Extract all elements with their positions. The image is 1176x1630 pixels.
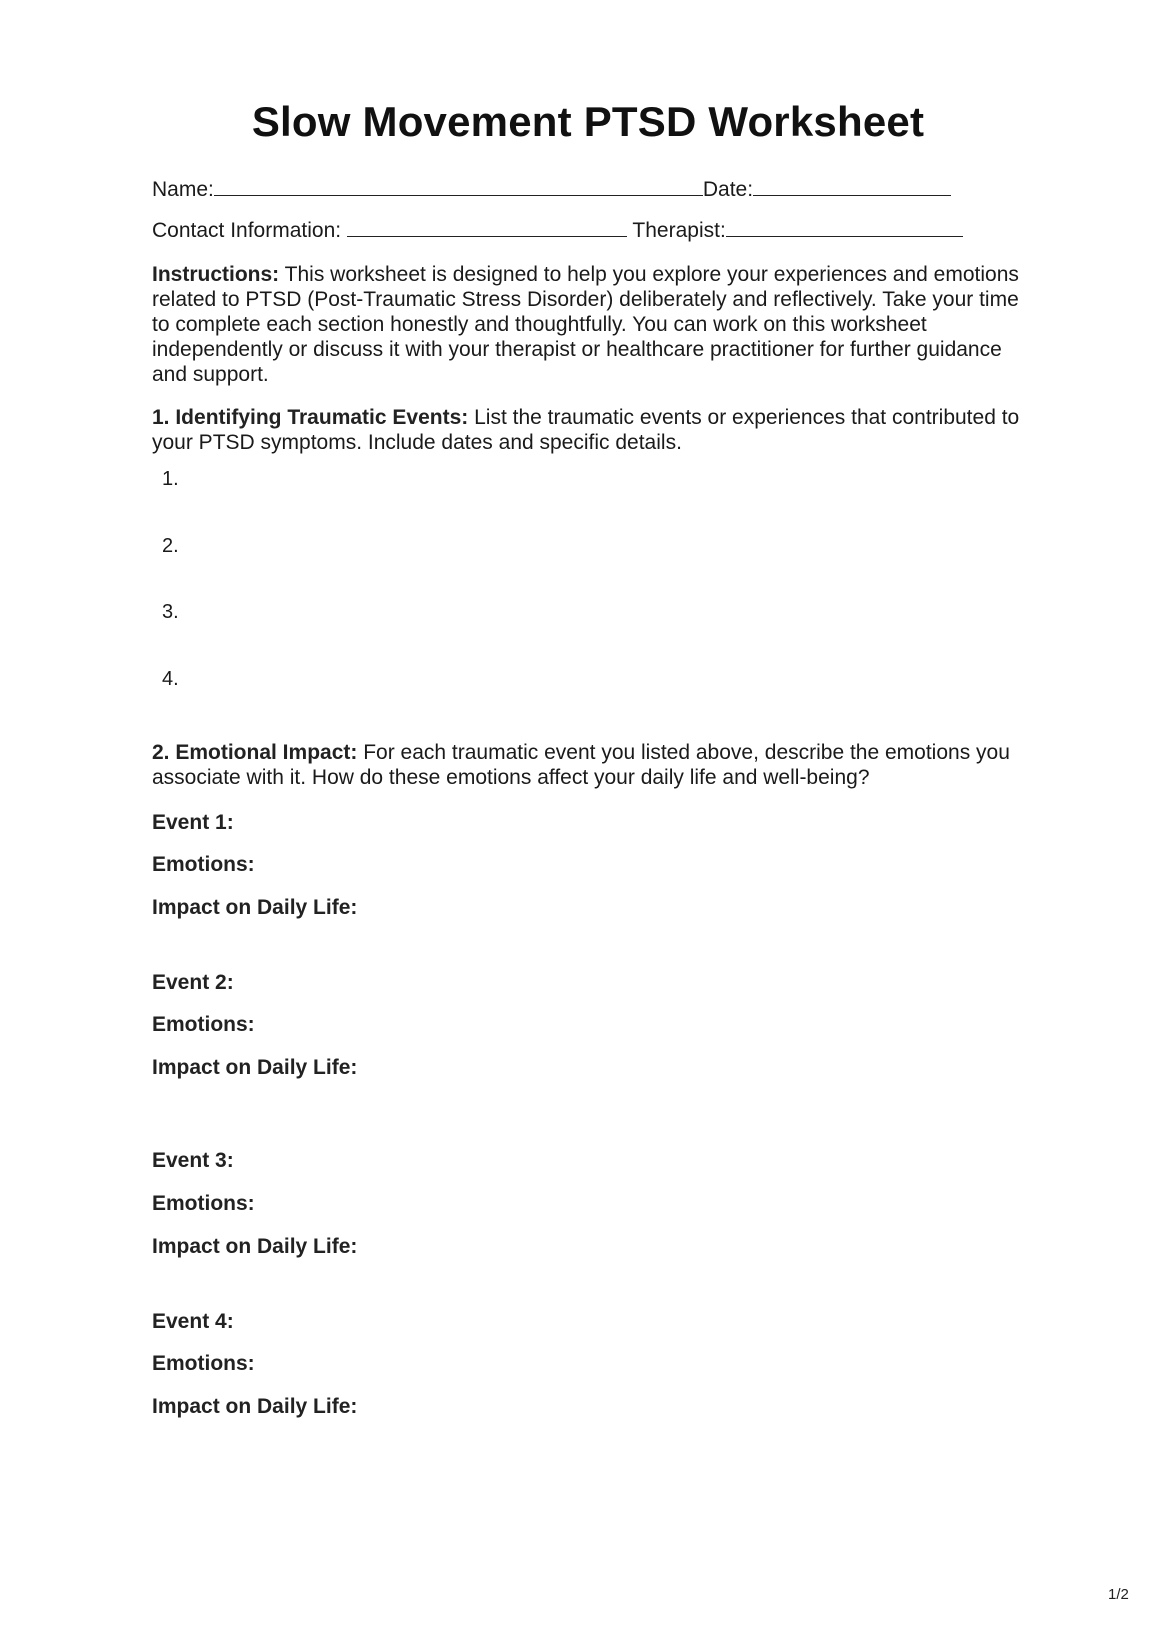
event-list-item-2: 2. (162, 535, 179, 557)
event-list-item-4: 4. (162, 668, 179, 690)
name-label: Name: (152, 178, 214, 201)
therapist-label: Therapist: (632, 219, 726, 242)
event-1-impact-label: Impact on Daily Life: (152, 896, 358, 919)
event-3-emotions-label: Emotions: (152, 1192, 255, 1215)
contact-field[interactable] (347, 218, 627, 237)
event-4-impact-label: Impact on Daily Life: (152, 1395, 358, 1418)
instructions-label: Instructions: (152, 263, 280, 286)
event-list-item-1: 1. (162, 468, 179, 490)
date-label: Date: (702, 178, 754, 201)
event-1-emotions-label: Emotions: (152, 853, 255, 876)
name-field[interactable] (214, 177, 703, 196)
section1-text: List the traumatic events or experiences that contributed to your PTSD symptoms. Include dates and specific details. (152, 406, 1020, 454)
event-3-label: Event 3: (152, 1149, 234, 1172)
event-4-emotions-label: Emotions: (152, 1352, 255, 1375)
therapist-field[interactable] (726, 218, 963, 237)
section2-heading: 2. Emotional Impact: (152, 741, 358, 764)
section1-heading: 1. Identifying Traumatic Events: (152, 406, 469, 429)
section2-text: For each traumatic event you listed above, describe the emotions you associate with it. How do these emotions affect your daily life and well-being? (152, 741, 1010, 789)
instructions-text: This worksheet is designed to help you explore your experiences and emotions related to PTSD (Post-Traumatic Stress Disorder) deliberately and reflectively. Take your time to complete each section honestly and thoughtfully. You can work on this worksheet independently or discuss it with your therapist or healthcare practitioner for further guidance and support. (152, 263, 1019, 386)
page-number: 1/2 (1108, 1586, 1129, 1603)
event-list-item-3: 3. (162, 601, 179, 623)
contact-therapist-row (152, 218, 963, 243)
page-title: Slow Movement PTSD Worksheet (251, 98, 925, 145)
event-3-impact-label: Impact on Daily Life: (152, 1235, 358, 1258)
event-2-emotions-label: Emotions: (152, 1013, 255, 1036)
section1-paragraph (152, 405, 1032, 455)
event-4-label: Event 4: (152, 1310, 234, 1333)
event-1-label: Event 1: (152, 811, 234, 834)
section2-paragraph (152, 740, 1032, 790)
contact-label: Contact Information: (152, 219, 342, 242)
date-field[interactable] (753, 177, 951, 196)
instructions-paragraph (152, 262, 1032, 387)
event-2-label: Event 2: (152, 971, 234, 994)
name-date-row (152, 177, 951, 202)
event-2-impact-label: Impact on Daily Life: (152, 1056, 358, 1079)
